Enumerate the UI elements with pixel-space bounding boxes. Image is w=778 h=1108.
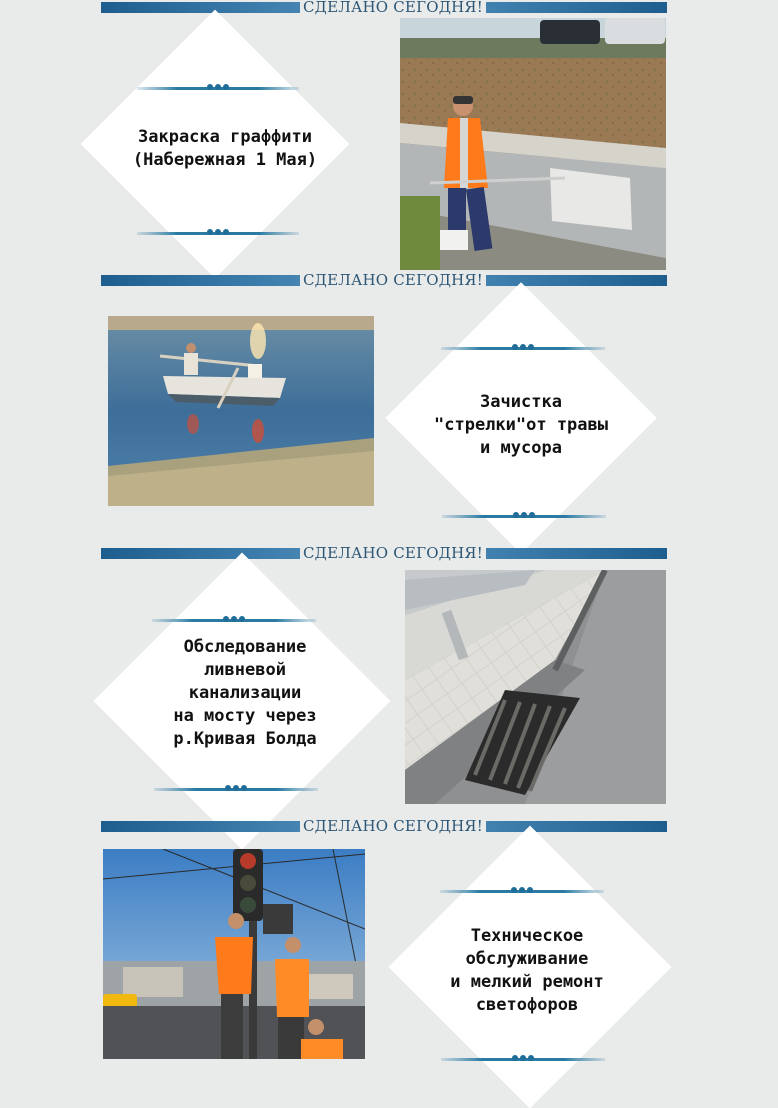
banner-label-1: СДЕЛАНО СЕГОДНЯ! [300, 0, 486, 16]
ornament-bottom-2 [442, 509, 606, 523]
banner-label-4: СДЕЛАНО СЕГОДНЯ! [300, 817, 486, 835]
storm-drain-photo [405, 570, 666, 804]
graffiti-painting-photo [400, 18, 666, 270]
ornament-top-3 [152, 613, 316, 627]
banner-label-3: СДЕЛАНО СЕГОДНЯ! [300, 544, 486, 562]
ornament-top-2 [441, 341, 605, 355]
traffic-light-repair-photo [103, 849, 365, 1059]
ornament-top-1 [137, 81, 299, 95]
caption-1: Закраска граффити (Набережная 1 Мая) [132, 127, 318, 170]
ornament-top-4 [440, 884, 604, 898]
boat-cleanup-photo [108, 316, 374, 506]
ornament-bottom-1 [137, 226, 299, 240]
banner-label-2: СДЕЛАНО СЕГОДНЯ! [300, 271, 486, 289]
caption-4: Техническое обслуживание и мелкий ремонт светофоров [450, 926, 604, 1015]
ornament-bottom-3 [154, 782, 318, 796]
caption-2: Зачистка "стрелки"от травы и мусора [434, 392, 608, 458]
caption-3: Обследование ливневой канализации на мосту через р.Кривая Болда [173, 637, 317, 749]
ornament-bottom-4 [441, 1052, 605, 1066]
